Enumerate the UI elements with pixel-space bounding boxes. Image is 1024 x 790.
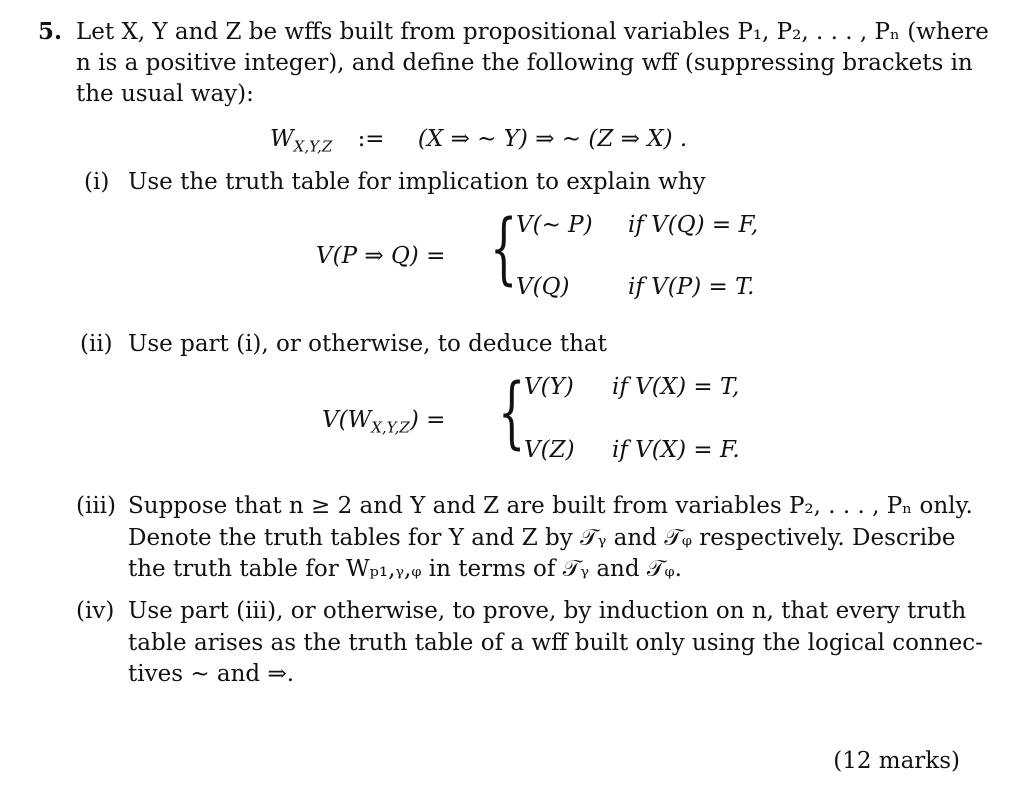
part-iii-line-2: Denote the truth tables for Y and Z by 𝒯ᵧ and 𝒯ᵩ respectively. Describe (128, 525, 956, 551)
part-ii-text: Use part (i), or otherwise, to deduce that (128, 331, 607, 357)
part-i-label: (i) (84, 169, 110, 195)
part-iii-line-3: the truth table for Wₚ₁,ᵧ,ᵩ in terms of 𝒯ᵧ and 𝒯ᵩ. (128, 556, 682, 582)
part-ii-case1-cond: if V(X) = T, (612, 374, 740, 400)
part-iv-line-2: table arises as the truth table of a wff built only using the logical connec- (128, 630, 983, 656)
question-number: 5. (38, 18, 63, 45)
part-iv-line-3: tives ∼ and ⇒. (128, 661, 295, 687)
part-iii-line-1: Suppose that n ≥ 2 and Y and Z are built from variables P₂, . . . , Pₙ only. (128, 493, 973, 519)
part-ii-lhs-subscript: X,Y,Z (371, 418, 410, 437)
intro-line-2: n is a positive integer), and define the following wff (suppressing brackets in (76, 50, 973, 76)
def-rhs: (X ⇒ ∼ Y) ⇒ ∼ (Z ⇒ X) . (417, 126, 688, 152)
part-ii-case2-value: V(Z) (524, 437, 575, 463)
definition-formula (270, 125, 687, 161)
part-iv-label: (iv) (76, 598, 115, 624)
part-i-lhs: V(P ⇒ Q) = (316, 243, 446, 269)
part-i-case2-cond: if V(P) = T. (628, 274, 755, 300)
part-i-case1-cond: if V(Q) = F, (628, 212, 759, 238)
part-ii-label: (ii) (80, 331, 113, 357)
part-iii-label: (iii) (76, 493, 117, 519)
intro-line-3: the usual way): (76, 81, 254, 107)
part-i-text: Use the truth table for implication to explain why (128, 169, 706, 195)
part-i-brace: { (490, 204, 518, 294)
part-ii-lhs-main: V(W (322, 407, 372, 433)
marks: (12 marks) (833, 748, 960, 774)
intro-line-1: Let X, Y and Z be wffs built from propositional variables P₁, P₂, . . . , Pₙ (where (76, 19, 989, 45)
part-ii-lhs (322, 406, 445, 442)
part-ii-case2-cond: if V(X) = F. (612, 437, 740, 463)
part-ii-lhs-end: ) = (409, 407, 446, 433)
def-lhs: W (270, 126, 294, 152)
def-lhs-subscript: X,Y,Z (293, 137, 333, 156)
part-i-case1-value: V(∼ P) (516, 212, 593, 238)
part-i-case2-value: V(Q) (516, 274, 570, 300)
part-iv-line-1: Use part (iii), or otherwise, to prove, by induction on n, that every truth (128, 598, 967, 624)
part-ii-case1-value: V(Y) (524, 374, 574, 400)
part-ii-brace: { (498, 368, 526, 458)
def-assign: := (357, 126, 385, 152)
